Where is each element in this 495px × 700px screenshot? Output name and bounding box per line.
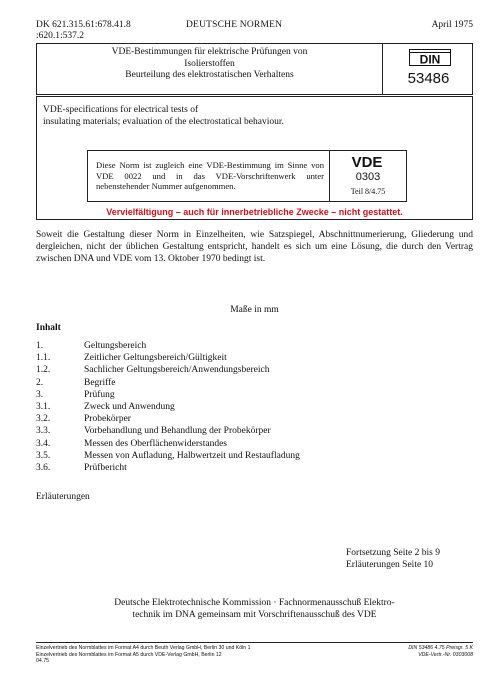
vde-logo	[342, 153, 392, 169]
dk-classification	[36, 20, 131, 42]
toc-item-number: 3.5.	[36, 450, 51, 461]
toc-item-number: 3.2.	[36, 414, 51, 425]
english-title-line-1: VDE-specifications for electrical tests of	[43, 105, 199, 115]
toc-item-title: Messen des Oberflächenwiderstandes	[84, 438, 227, 449]
toc-item-number: 3.	[36, 389, 44, 400]
price-line-1: DIN 53486 4.75 Preisgr. 5 K	[408, 645, 473, 651]
commission-line-1: Deutsche Elektrotechnische Kommission · Fachnormenausschuß Elektro-	[114, 598, 395, 608]
issue-date: April 1975	[431, 20, 473, 30]
distribution-line-2: Einzelvertrieb des Normblattes im Format A5 durch VDE-Verlag GmbH, Berlin 12	[36, 651, 222, 658]
title-line-3: Beurteilung des elektrostatischen Verhaltens	[125, 70, 294, 80]
toc-item-number: 1.2.	[36, 365, 51, 376]
toc-item-title: Vorbehandlung und Behandlung der Probekörper	[84, 426, 271, 437]
vde-number: 0303	[355, 171, 381, 183]
toc-item	[36, 340, 473, 352]
din-logo	[409, 49, 451, 66]
norm-series: DEUTSCHE NORMEN	[186, 20, 283, 30]
toc-item	[36, 462, 473, 474]
units-note: Maße in mm	[230, 305, 279, 315]
title-line-2: Isolierstoffen	[184, 58, 235, 69]
dk-line-1: DK 621.315.61:678.41.8	[36, 20, 131, 30]
distribution-note	[36, 645, 251, 665]
din-logo-text: DIN	[419, 52, 441, 66]
distribution-line-3: 04.75	[36, 658, 49, 665]
toc-item	[36, 389, 473, 401]
table-of-contents	[36, 340, 473, 474]
continuation-line-1: Fortsetzung Seite 2 bis 9	[346, 548, 440, 558]
preamble-paragraph: Soweit die Gestaltung dieser Norm in Einzelheiten, wie Satzspiegel, Abschnittnumerierung, Gliederung und dergleichen, nicht der üblichen Gestaltung entspricht, handelt es sich um eine Lösung, die durch den Vertrag zwischen DNA und VDE vom 13. Oktober 1970 bedingt ist.	[36, 230, 473, 265]
dk-line-2: :620.1:537.2	[36, 31, 85, 41]
title-box	[36, 43, 473, 95]
toc-item-title: Zeitlicher Geltungsbereich/Gültigkeit	[84, 353, 227, 364]
toc-item-number: 1.1.	[36, 353, 51, 364]
vde-statement: Diese Norm ist zugleich eine VDE-Bestimmung im Sinne von VDE 0022 und in das VDE-Vorschriftenwerk unter nebenstehender Nummer aufgenommen.	[96, 160, 324, 192]
price-group-note	[408, 645, 473, 658]
commission-statement	[36, 597, 473, 621]
toc-heading: Inhalt	[36, 323, 61, 333]
din-number: 53486	[407, 70, 450, 87]
english-title-line-2: insulating materials; evaluation of the electrostatical behaviour.	[43, 116, 284, 127]
toc-item-title: Sachlicher Geltungsbereich/Anwendungsbereich	[84, 365, 270, 376]
toc-item-title: Messen von Aufladung, Halbwertzeit und Restaufladung	[84, 450, 300, 461]
toc-item	[36, 413, 473, 425]
toc-item-title: Zweck und Anwendung	[84, 401, 175, 412]
toc-item-title: Geltungsbereich	[84, 341, 147, 351]
continuation-note	[346, 547, 440, 571]
commission-line-2: technik im DNA gemeinsam mit Vorschriftenausschuß des VDE	[132, 610, 377, 621]
toc-item	[36, 352, 473, 364]
toc-item	[36, 401, 473, 413]
german-title	[37, 47, 382, 82]
price-line-2: VDE-Vertr.-Nr. 0303008	[418, 651, 473, 658]
toc-item	[36, 364, 473, 376]
english-title-box	[36, 96, 473, 220]
footer-rule	[36, 642, 473, 643]
vde-logo-text: VDE	[351, 154, 383, 169]
toc-item	[36, 450, 473, 462]
toc-item-number: 2.	[36, 377, 44, 388]
distribution-line-1: Einzelvertrieb des Normblattes im Format A4 durch Beuth Verlag GmbH, Berlin 30 und Köln 1	[36, 645, 251, 651]
toc-item-title: Begriffe	[84, 377, 116, 388]
continuation-line-2: Erläuterungen Seite 10	[346, 560, 434, 571]
vde-teil: Teil 8/4.75	[350, 187, 386, 196]
vde-box	[87, 150, 407, 202]
english-title	[43, 105, 423, 128]
toc-item	[36, 438, 473, 450]
toc-item	[36, 425, 473, 437]
title-line-1: VDE-Bestimmungen für elektrische Prüfungen von	[111, 47, 308, 57]
toc-item	[36, 377, 473, 389]
toc-item-number: 3.1.	[36, 401, 51, 412]
toc-item-number: 3.6.	[36, 462, 51, 473]
toc-item-title: Probekörper	[84, 414, 131, 425]
toc-item-number: 3.4.	[36, 438, 51, 449]
toc-item-number: 3.3.	[36, 426, 51, 437]
toc-notes: Erläuterungen	[36, 492, 90, 502]
toc-item-title: Prüfung	[84, 389, 115, 400]
toc-item-number: 1.	[36, 341, 44, 351]
toc-item-title: Prüfbericht	[84, 462, 127, 473]
copy-warning: Vervielfältigung – auch für innerbetriebliche Zwecke – nicht gestattet.	[106, 207, 403, 217]
